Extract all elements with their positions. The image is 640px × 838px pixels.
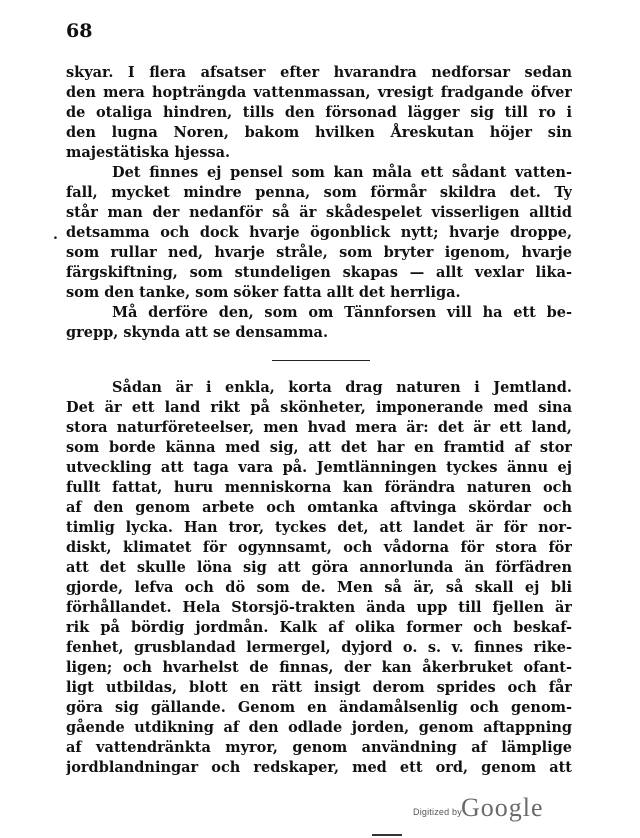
text-line: de otaliga hindren, tills den försonad lägger sig till ro i xyxy=(66,104,572,121)
text-line: som borde känna med sig, att det har en framtid af stor xyxy=(66,439,572,456)
text-line: den lugna Noren, bakom hvilken Åreskutan höjer sin xyxy=(66,124,572,141)
text-line: Det finnes ej pensel som kan måla ett sådant vatten- xyxy=(112,164,572,181)
text-line: göra sig gällande. Genom en ändamålsenlig och genom- xyxy=(66,699,572,716)
text-line: Må derföre den, som om Tännforsen vill ha ett be- xyxy=(112,304,572,321)
text-line: skyar. I flera afsatser efter hvarandra nedforsar sedan xyxy=(66,64,572,81)
text-line: Det är ett land rikt på skönheter, imponerande med sina xyxy=(66,399,572,416)
text-line: den mera hopträngda vattenmassan, vresigt fradgande öfver xyxy=(66,84,572,101)
digitized-watermark xyxy=(413,793,573,827)
text-line: jordblandningar och redskaper, med ett ord, genom att xyxy=(66,759,572,776)
paragraph-tannforsen xyxy=(66,303,572,343)
text-line: detsamma och dock hvarje ögonblick nytt; hvarje droppe, xyxy=(66,224,572,241)
text-line: att det skulle löna sig att göra annorlunda än förfädren xyxy=(66,559,572,576)
text-line: färgskiftning, som stundeligen skapas — allt vexlar lika- xyxy=(66,264,572,281)
text-line: rik på bördig jordmån. Kalk af olika former och beskaf- xyxy=(66,619,572,636)
watermark-prefix: Digitized by xyxy=(413,807,462,817)
paragraph-continued xyxy=(66,63,572,163)
text-line: ligen; och hvarhelst de finnas, der kan åkerbruket ofant- xyxy=(66,659,572,676)
text-line: står man der nedanför så är skådespelet visserligen alltid xyxy=(66,204,572,221)
bottom-edge-mark xyxy=(372,834,402,836)
text-line: som rullar ned, hvarje stråle, som bryter igenom, hvarje xyxy=(66,244,572,261)
text-line: Sådan är i enkla, korta drag naturen i Jemtland. xyxy=(112,379,572,396)
text-line: som den tanke, som söker fatta allt det herrliga. xyxy=(66,284,461,301)
text-line: ligt utbildas, blott en rätt insigt derom sprides och får xyxy=(66,679,572,696)
text-line: stora naturföreteelser, men hvad mera är: det är ett land, xyxy=(66,419,572,436)
text-block-upper xyxy=(66,63,572,343)
page-number: 68 xyxy=(66,20,93,42)
text-line: af vattendränkta myror, genom användning af lämplige xyxy=(66,739,572,756)
text-line: gående utdikning af den odlade jorden, genom aftappning xyxy=(66,719,572,736)
text-line: diskt, klimatet för ogynnsamt, och vådorna för stora för xyxy=(66,539,572,556)
section-divider xyxy=(272,360,370,361)
text-line: fall, mycket mindre penna, som förmår skildra det. Ty xyxy=(66,184,572,201)
text-line: grepp, skynda att se densamma. xyxy=(66,324,329,341)
margin-mark: . xyxy=(53,227,58,243)
text-line: majestätiska hjessa. xyxy=(66,144,231,161)
text-line: af den genom arbete och omtanka aftvinga skördar och xyxy=(66,499,572,516)
text-line: timlig lycka. Han tror, tyckes det, att landet är för nor- xyxy=(66,519,572,536)
text-line: fullt fattat, huru menniskorna kan förändra naturen och xyxy=(66,479,572,496)
text-line: fenhet, grusblandad lermergel, dyjord o. s. v. finnes rike- xyxy=(66,639,572,656)
text-line: utveckling att taga vara på. Jemtlänningen tyckes ännu ej xyxy=(66,459,572,476)
google-logo: Google xyxy=(461,793,544,822)
text-line: förhållandet. Hela Storsjö-trakten ända upp till fjellen är xyxy=(66,599,572,616)
paragraph-waterfall xyxy=(66,163,572,303)
paragraph-jemtland xyxy=(66,378,572,778)
text-block-lower xyxy=(66,378,572,778)
text-line: gjorde, lefva och dö som de. Men så är, så skall ej bli xyxy=(66,579,572,596)
